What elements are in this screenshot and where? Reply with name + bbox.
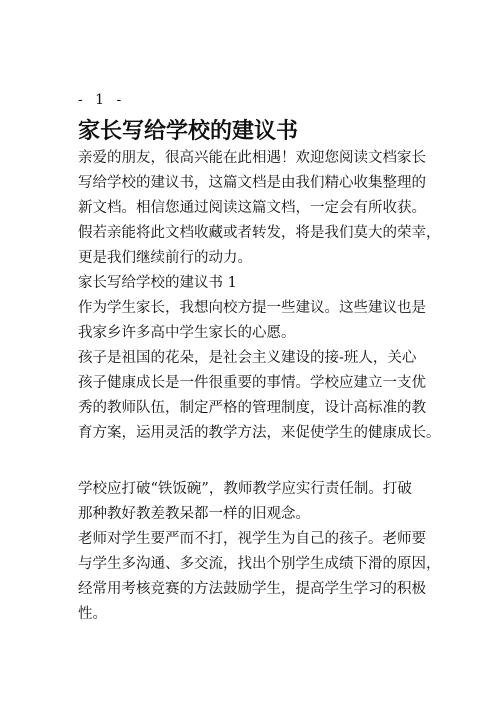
paragraph-line: 那种教好教差教呆都一样的旧观念。 — [78, 506, 310, 522]
section-heading: 家长写给学校的建议书 1 — [78, 275, 237, 291]
paragraph-line: 假若亲能将此文档收藏或者转发，将是我们莫大的荣幸， — [78, 225, 441, 241]
paragraph-line: 育方案，运用灵活的教学方法，来促使学生的健康成长。 — [78, 425, 441, 441]
paragraph-line: 性。 — [78, 606, 107, 622]
paragraph-line: 学校应打破“铁饭碗”，教师教学应实行责任制。打破 — [78, 481, 412, 497]
paragraph-line: 老师对学生要严而不打，视学生为自己的孩子。老师要 — [78, 531, 426, 547]
paragraph-line: 孩子是祖国的花朵，是社会主义建设的接-班人，关心 — [78, 350, 417, 366]
paragraph-line: 更是我们继续前行的动力。 — [78, 250, 252, 266]
document-body — [78, 146, 441, 627]
paragraph-line: 亲爱的朋友，很高兴能在此相遇！欢迎您阅读文档家长 — [78, 150, 426, 166]
paragraph-line: 新文档。相信您通过阅读这篇文档，一定会有所收获。 — [78, 200, 426, 216]
paragraph-line: 孩子健康成长是一件很重要的事情。学校应建立一支优 — [78, 375, 426, 391]
paragraph-line: 我家乡许多高中学生家长的心愿。 — [78, 325, 296, 341]
document-title: 家长写给学校的建议书 — [78, 118, 299, 144]
paragraph-line: 作为学生家长，我想向校方提一些建议。这些建议也是 — [78, 300, 426, 316]
paragraph-line: 经常用考核竞赛的方法鼓励学生，提高学生学习的积极 — [78, 581, 426, 597]
paragraph-line: 写给学校的建议书，这篇文档是由我们精心收集整理的 — [78, 175, 426, 191]
paragraph-gap — [78, 446, 428, 477]
page-number: - 1 - — [78, 92, 126, 108]
paragraph-line: 秀的教师队伍，制定严格的管理制度，设计高标准的教 — [78, 400, 426, 416]
paragraph-line: 与学生多沟通、多交流，找出个别学生成绩下滑的原因， — [78, 556, 441, 572]
